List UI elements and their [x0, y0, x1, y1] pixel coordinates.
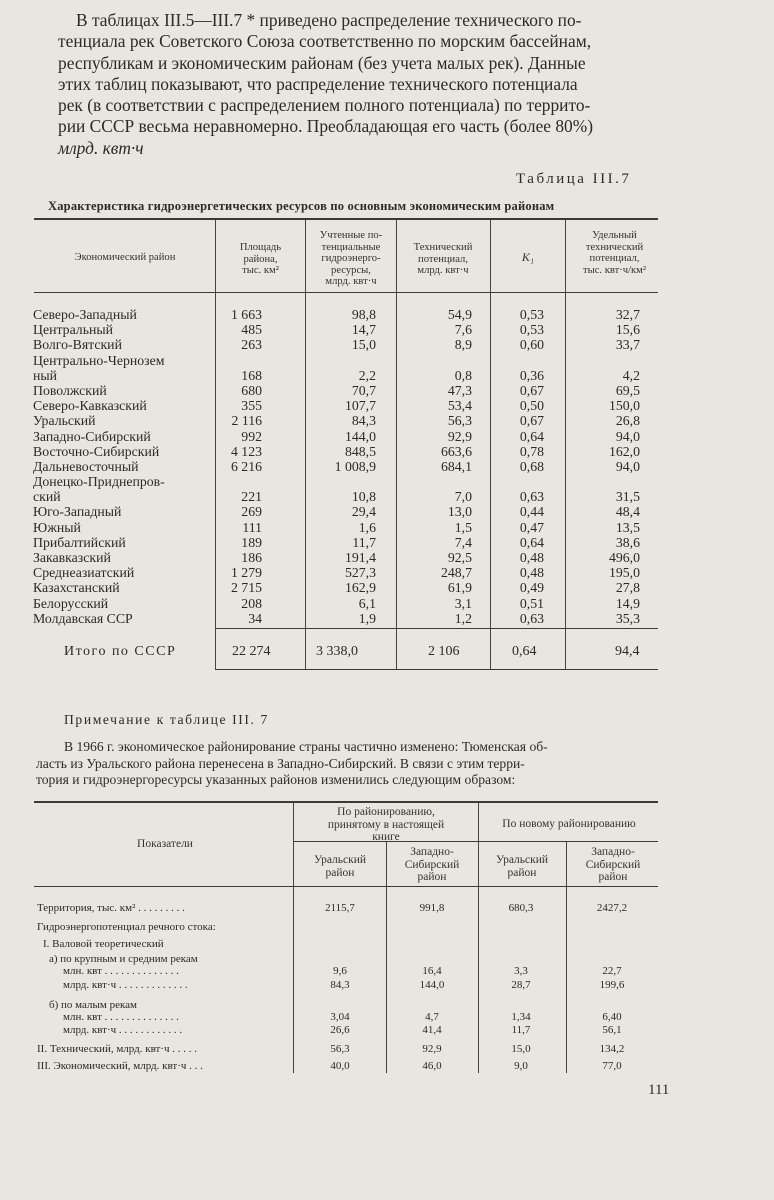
- table2-value: 144,0: [419, 979, 445, 991]
- table-body: [0, 307, 774, 626]
- region-name: [33, 474, 213, 504]
- table2-header-line: Сибирский: [404, 858, 460, 871]
- table-row: [0, 337, 774, 352]
- cell-spec: 38,6: [615, 534, 640, 550]
- table2-value: 84,3: [330, 979, 350, 991]
- cell-res: 70,7: [351, 382, 376, 398]
- cell-res: 2,2: [358, 367, 376, 383]
- table2-label: Гидроэнергопотенциал речного стока:: [37, 921, 216, 933]
- cell-res: 191,4: [344, 550, 376, 566]
- header-resources-line: ресурсы,: [331, 264, 371, 276]
- table2-header-old-line: книге: [372, 831, 400, 843]
- table2-value: 1,34: [511, 1011, 531, 1023]
- cell-spec: 195,0: [608, 565, 640, 581]
- cell-res: 1 008,9: [334, 458, 376, 474]
- region-name: [33, 353, 213, 383]
- cell-k1: 0,49: [519, 580, 544, 596]
- table2-header-line: Западно-: [410, 846, 454, 858]
- cell-area: 186: [241, 550, 262, 566]
- header-resources-line: гидроэнерго-: [321, 253, 381, 264]
- table-row: [0, 429, 774, 444]
- header-region: Экономический район: [74, 252, 176, 263]
- header-resources-line: млрд. квт·ч: [325, 276, 377, 287]
- cell-spec: 31,5: [615, 489, 640, 505]
- header-specific-line: технический: [585, 241, 644, 253]
- cell-spec: 69,5: [615, 382, 640, 398]
- cell-spec: 4,2: [622, 367, 640, 383]
- cell-tech: 684,1: [440, 458, 472, 474]
- table2-value: 16,4: [422, 965, 442, 977]
- table2-label: млн. квт . . . . . . . . . . . . . .: [63, 965, 179, 977]
- cell-spec: 496,0: [608, 550, 640, 566]
- cell-area: 208: [241, 595, 262, 611]
- table-row: [0, 504, 774, 519]
- table2-value: 26,6: [330, 1024, 350, 1036]
- note-paragraph: [36, 739, 758, 789]
- total-technical: 2 106: [428, 644, 460, 659]
- table2-header-line: Сибирский: [585, 858, 641, 871]
- region-name: Дальневосточный: [33, 458, 139, 474]
- table-row: [0, 611, 774, 626]
- cell-tech: 13,0: [447, 504, 472, 520]
- intro-line: этих таблиц показывают, что распределение технического потенциала: [58, 73, 578, 94]
- region-name: Прибалтийский: [33, 534, 126, 550]
- cell-spec: 162,0: [608, 443, 640, 459]
- cell-res: 84,3: [351, 413, 376, 429]
- cell-k1: 0,67: [519, 413, 544, 429]
- cell-res: 14,7: [351, 322, 376, 338]
- table2-label: а) по крупным и средним рекам: [49, 953, 198, 965]
- cell-area: 168: [241, 367, 262, 383]
- region-name: Казахстанский: [33, 580, 120, 596]
- total-resources: 3 338,0: [316, 644, 358, 659]
- table2-header-line: район: [598, 871, 628, 883]
- intro-line: республикам и экономическим районам (без учета малых рек). Данные: [58, 52, 586, 73]
- header-resources: [307, 230, 395, 288]
- cell-k1: 0,53: [519, 307, 544, 322]
- cell-area: 1 279: [230, 565, 262, 581]
- region-name: Поволжский: [33, 382, 107, 398]
- cell-spec: 13,5: [615, 519, 640, 535]
- cell-k1: 0,64: [519, 428, 544, 444]
- cell-k1: 0,51: [519, 595, 544, 611]
- table-row: [0, 322, 774, 337]
- table2-header-zapsib-new: [568, 846, 658, 884]
- header-specific: [567, 230, 662, 276]
- table2-header-old-line: принятому в настоящей: [327, 818, 445, 831]
- cell-tech: 663,6: [440, 443, 472, 459]
- total-specific: 94,4: [615, 644, 640, 659]
- cell-k1: 0,44: [519, 504, 544, 520]
- table2-divider: [566, 842, 567, 1073]
- cell-spec: 48,4: [615, 504, 640, 520]
- cell-area: 34: [248, 610, 262, 626]
- table2-header-ural-new: [480, 854, 564, 879]
- table2-header-rule: [34, 886, 658, 887]
- table2-header-line: район: [325, 866, 355, 879]
- cell-area: 4 123: [230, 443, 262, 459]
- note-line: ласть из Уральского района перенесена в Западно-Сибирский. В связи с этим терри-: [36, 755, 525, 771]
- table2-header-line: Западно-: [591, 846, 635, 858]
- cell-k1: 0,50: [519, 398, 544, 414]
- table2-divider: [478, 803, 479, 1073]
- table2-header-old: [296, 806, 476, 844]
- cell-res: 10,8: [351, 489, 376, 505]
- header-specific-line: тыс. квт·ч/км²: [582, 264, 647, 276]
- table-row: [0, 474, 774, 504]
- table2-value: 11,7: [511, 1024, 531, 1036]
- table2-value: 991,8: [419, 902, 445, 914]
- table-row: [0, 444, 774, 459]
- table2-header-zapsib-old: [388, 846, 476, 884]
- cell-res: 107,7: [344, 398, 376, 414]
- cell-spec: 32,7: [615, 307, 640, 322]
- cell-tech: 1,2: [454, 610, 472, 626]
- table2-value: 77,0: [602, 1060, 622, 1072]
- cell-tech: 248,7: [440, 565, 472, 581]
- cell-k1: 0,48: [519, 550, 544, 566]
- intro-line: млрд. квт·ч: [58, 137, 144, 158]
- cell-spec: 26,8: [615, 413, 640, 429]
- region-name: Северо-Западный: [33, 307, 137, 322]
- cell-tech: 7,6: [454, 322, 472, 338]
- header-area-line: Площадь: [239, 242, 282, 253]
- header-area-line: тыс. км²: [242, 265, 279, 276]
- cell-k1: 0,68: [519, 458, 544, 474]
- region-name-line: ский: [33, 489, 61, 505]
- header-technical-line: Технический: [413, 242, 473, 253]
- region-name: Закавказский: [33, 550, 111, 566]
- table-row: [0, 550, 774, 565]
- cell-tech: 92,5: [447, 550, 472, 566]
- region-name: Северо-Кавказский: [33, 398, 147, 414]
- table2-header-line: район: [417, 871, 447, 883]
- region-name: Восточно-Сибирский: [33, 443, 160, 459]
- header-area-line: района,: [243, 253, 278, 265]
- table-row: [0, 398, 774, 413]
- table2-value: 56,3: [330, 1043, 350, 1055]
- region-name-line: Донецко-Приднепров-: [33, 474, 165, 490]
- cell-spec: 27,8: [615, 580, 640, 596]
- table2-divider: [386, 842, 387, 1073]
- cell-area: 269: [241, 504, 262, 520]
- table2-value: 46,0: [422, 1060, 442, 1072]
- cell-k1: 0,64: [519, 534, 544, 550]
- cell-tech: 53,4: [447, 398, 472, 414]
- cell-res: 98,8: [351, 307, 376, 322]
- cell-area: 6 216: [230, 458, 262, 474]
- cell-k1: 0,78: [519, 443, 544, 459]
- cell-tech: 56,3: [447, 413, 472, 429]
- table2-label: б) по малым рекам: [49, 999, 138, 1011]
- region-name: Юго-Западный: [33, 504, 122, 520]
- intro-line: рек (в соответствии с распределением полного потенциала) по террито-: [58, 95, 591, 116]
- total-k1: 0,64: [512, 644, 537, 659]
- table2-value: 4,7: [425, 1011, 439, 1023]
- table-row: [0, 565, 774, 580]
- region-name-line: Центрально-Чернозем: [33, 352, 165, 368]
- table-total-rule: [215, 628, 658, 629]
- table2-value: 3,04: [330, 1011, 350, 1023]
- table-row: [0, 580, 774, 595]
- cell-area: 2 116: [231, 413, 262, 429]
- cell-tech: 54,9: [447, 307, 472, 322]
- intro-line: В таблицах III.5—III.7 * приведено распределение технического по-: [76, 10, 582, 30]
- region-name: Уральский: [33, 413, 96, 429]
- cell-area: 221: [241, 489, 262, 505]
- cell-spec: 150,0: [608, 398, 640, 414]
- cell-k1: 0,63: [519, 489, 544, 505]
- table-row: [0, 596, 774, 611]
- header-specific-line: Удельный: [592, 230, 637, 241]
- table-title: Характеристика гидроэнергетических ресурсов по основным экономическим районам: [48, 199, 555, 213]
- table-row: [0, 413, 774, 428]
- cell-tech: 7,4: [454, 534, 472, 550]
- table2-value: 15,0: [511, 1043, 531, 1055]
- cell-area: 992: [241, 428, 262, 444]
- cell-area: 189: [241, 534, 262, 550]
- table-row: [0, 535, 774, 550]
- table2-header-line: Уральский: [495, 854, 549, 866]
- cell-tech: 8,9: [454, 337, 472, 353]
- header-area: [218, 242, 303, 277]
- table-row: [0, 383, 774, 398]
- note-heading: Примечание к таблице III. 7: [64, 712, 269, 727]
- table2-label: млрд. квт·ч . . . . . . . . . . . . .: [63, 979, 188, 991]
- table2-header-new: По новому районированию: [502, 818, 636, 830]
- table2-value: 199,6: [599, 979, 625, 991]
- cell-spec: 94,0: [615, 458, 640, 474]
- cell-area: 1 663: [230, 307, 262, 322]
- table-row: [0, 307, 774, 322]
- table2-value: 6,40: [602, 1011, 622, 1023]
- table2-value: 2427,2: [596, 902, 628, 914]
- region-name: Западно-Сибирский: [33, 428, 151, 444]
- intro-paragraph: [58, 10, 758, 159]
- table2-value: 22,7: [602, 965, 622, 977]
- table2-header-line: район: [507, 866, 537, 879]
- cell-tech: 47,3: [447, 382, 472, 398]
- table2-header-indicators: Показатели: [137, 838, 193, 850]
- table2-value: 134,2: [599, 1043, 625, 1055]
- cell-area: 263: [241, 337, 262, 353]
- table2-label: млн. квт . . . . . . . . . . . . . .: [63, 1011, 179, 1023]
- intro-line: рии СССР весьма неравномерно. Преобладающая его часть (более 80%): [58, 116, 594, 137]
- table2-value: 92,9: [422, 1043, 442, 1055]
- cell-res: 11,7: [352, 534, 376, 550]
- cell-area: 485: [241, 322, 262, 338]
- table2-value: 40,0: [330, 1060, 350, 1072]
- table2-top-rule: [34, 801, 658, 803]
- table-row: [0, 459, 774, 474]
- cell-area: 680: [241, 382, 262, 398]
- cell-k1: 0,47: [519, 519, 544, 535]
- table2-value: 9,0: [514, 1060, 528, 1072]
- total-area: 22 274: [232, 644, 271, 659]
- table-row: [0, 353, 774, 383]
- table2-value: 28,7: [511, 979, 531, 991]
- table2-value: 3,3: [514, 965, 528, 977]
- header-resources-line: Учтенные по-: [319, 230, 383, 241]
- header-technical-line: потенциал,: [418, 253, 468, 265]
- cell-area: 2 715: [230, 580, 262, 596]
- cell-k1: 0,36: [519, 367, 544, 383]
- table2-label: III. Экономический, млрд. квт·ч . . .: [37, 1060, 203, 1072]
- cell-spec: 14,9: [615, 595, 640, 611]
- table2-value: 680,3: [508, 902, 534, 914]
- table2-label: II. Технический, млрд. квт·ч . . . . .: [37, 1043, 197, 1055]
- cell-k1: 0,67: [519, 382, 544, 398]
- cell-k1: 0,53: [519, 322, 544, 338]
- table-bottom-rule: [215, 669, 658, 670]
- cell-spec: 33,7: [615, 337, 640, 353]
- table-caption: Таблица III.7: [516, 171, 632, 187]
- cell-area: 111: [242, 519, 262, 535]
- cell-res: 848,5: [344, 443, 376, 459]
- region-name: Центральный: [33, 322, 114, 338]
- table2-header-ural-old: [296, 854, 384, 879]
- note-line: тория и гидроэнергоресурсы указанных районов изменились следующим образом:: [36, 772, 516, 787]
- cell-tech: 3,1: [454, 595, 472, 611]
- region-name: Южный: [33, 519, 81, 535]
- cell-res: 527,3: [344, 565, 376, 581]
- header-k1: K₁: [521, 250, 535, 264]
- region-name: Среднеазиатский: [33, 565, 135, 581]
- cell-res: 1,9: [358, 610, 376, 626]
- cell-res: 144,0: [344, 428, 376, 444]
- cell-k1: 0,60: [519, 337, 544, 353]
- table2-label: Территория, тыс. км² . . . . . . . . .: [37, 902, 185, 914]
- cell-tech: 7,0: [454, 489, 472, 505]
- table2-value: 41,4: [422, 1024, 442, 1036]
- region-name-line: ный: [33, 367, 58, 383]
- header-specific-line: потенциал,: [589, 253, 640, 264]
- cell-res: 1,6: [358, 519, 376, 535]
- header-technical-line: млрд. квт·ч: [417, 265, 469, 276]
- table2-header-line: Уральский: [313, 854, 367, 866]
- total-label: Итого по СССР: [64, 644, 177, 659]
- cell-area: 355: [241, 398, 262, 414]
- cell-res: 6,1: [358, 595, 376, 611]
- cell-spec: 15,6: [615, 322, 640, 338]
- cell-k1: 0,63: [519, 610, 544, 626]
- header-technical: [398, 242, 488, 277]
- intro-line: тенциала рек Советского Союза соответственно по морским бассейнам,: [58, 31, 592, 52]
- cell-tech: 0,8: [454, 367, 472, 383]
- note-line: В 1966 г. экономическое районирование страны частично изменено: Тюменская об-: [64, 739, 548, 754]
- region-name: Волго-Вятский: [33, 337, 122, 353]
- table2-label: млрд. квт·ч . . . . . . . . . . . .: [63, 1024, 183, 1036]
- region-name: Белорусский: [33, 595, 109, 611]
- region-name: Молдавская ССР: [33, 610, 133, 626]
- cell-tech: 61,9: [447, 580, 472, 596]
- table2-header-old-line: По районированию,: [337, 806, 435, 818]
- cell-res: 15,0: [351, 337, 376, 353]
- cell-tech: 1,5: [454, 519, 472, 535]
- table2-value: 56,1: [602, 1024, 622, 1036]
- cell-k1: 0,48: [519, 565, 544, 581]
- header-resources-line: тенциальные: [321, 241, 381, 253]
- cell-spec: 94,0: [615, 428, 640, 444]
- cell-tech: 92,9: [447, 428, 472, 444]
- table2-value: 9,6: [333, 965, 347, 977]
- table-row: [0, 520, 774, 535]
- table2-value: 2115,7: [325, 902, 355, 914]
- table2-label: I. Валовой теоретический: [43, 938, 164, 950]
- cell-res: 162,9: [344, 580, 376, 596]
- cell-spec: 35,3: [615, 610, 640, 626]
- table2-divider: [293, 803, 294, 1073]
- cell-res: 29,4: [351, 504, 376, 520]
- page-number: 111: [648, 1082, 670, 1098]
